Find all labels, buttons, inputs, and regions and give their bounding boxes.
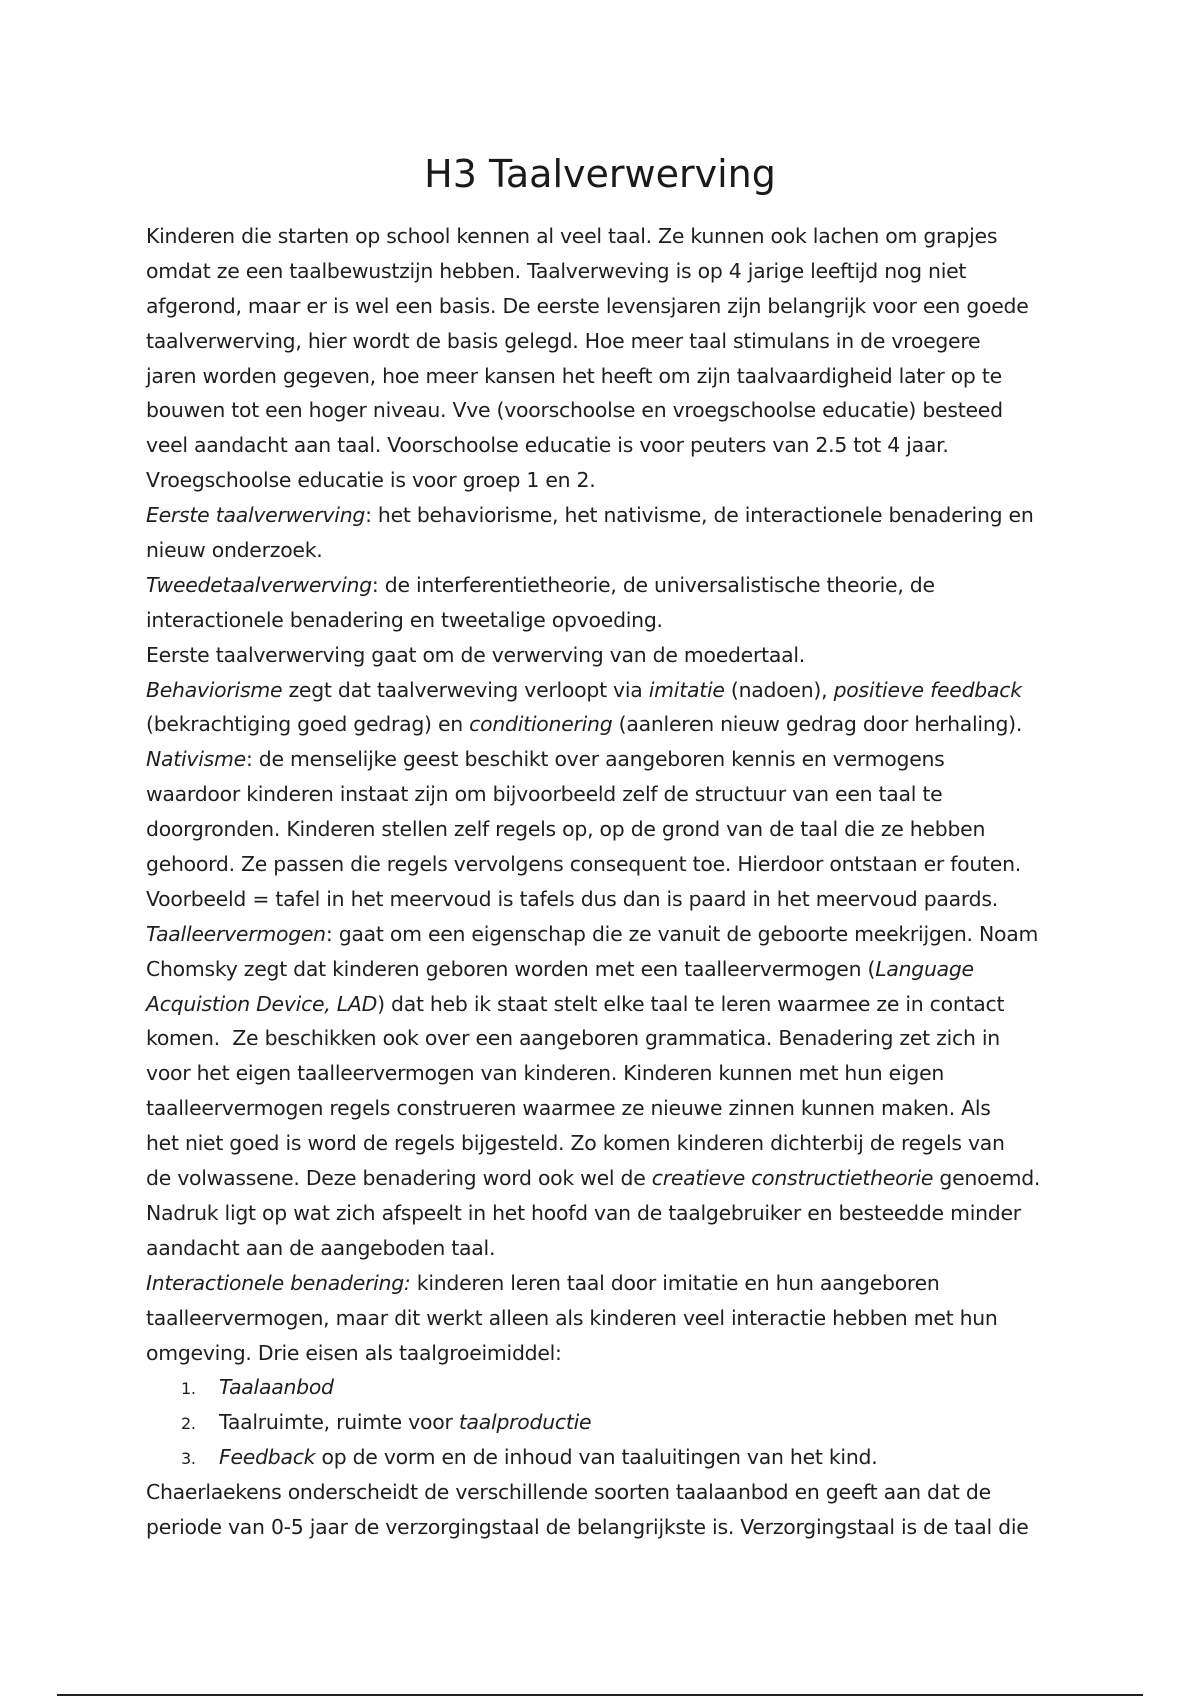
text-line: Vroegschoolse educatie is voor groep 1 en 2.: [146, 468, 596, 493]
text-line: [146, 568, 1066, 603]
text-line: [146, 707, 1066, 742]
text-fragment: : de interferentietheorie, de universalistische theorie, de: [371, 572, 935, 597]
term-creatieve-constructietheorie: creatieve constructietheorie: [651, 1166, 934, 1191]
text-fragment: Taalruimte, ruimte voor: [219, 1410, 459, 1435]
text-fragment: op de vorm en de inhoud van taaluitingen van het kind.: [315, 1445, 878, 1470]
text-line: Voorbeeld = tafel in het meervoud is tafels dus dan is paard in het meervoud paards.: [146, 886, 998, 911]
text-line: taalverwerving, hier wordt de basis gelegd. Hoe meer taal stimulans in de vroegere: [146, 328, 981, 353]
text-fragment: de volwassene. Deze benadering word ook wel de: [146, 1166, 652, 1191]
term-interactionele-benadering: Interactionele benadering:: [146, 1270, 411, 1295]
text-line: aandacht aan de aangeboden taal.: [146, 1235, 496, 1260]
body-text: [146, 219, 1066, 1545]
text-line: Nadruk ligt op wat zich afspeelt in het hoofd van de taalgebruiker en besteedde minder: [146, 1200, 1021, 1225]
term-nativisme: Nativisme: [146, 747, 246, 772]
text-line: [146, 987, 1066, 1022]
text-line: [146, 742, 1066, 777]
text-line: Kinderen die starten op school kennen al veel taal. Ze kunnen ook lachen om grapjes: [146, 224, 998, 248]
list-number: 2.: [181, 1414, 196, 1434]
term-eerste-taalverwerving: Eerste taalverwerving: [146, 503, 366, 528]
text-fragment: : het behaviorisme, het nativisme, de interactionele benadering en: [365, 503, 1034, 528]
list-number: 1.: [181, 1379, 196, 1399]
term-positieve-feedback: positieve feedback: [833, 677, 1022, 702]
term-conditionering: conditionering: [469, 712, 613, 737]
text-fragment: : gaat om een eigenschap die ze vanuit de geboorte meekrijgen. Noam: [325, 921, 1039, 946]
text-line: gehoord. Ze passen die regels vervolgens consequent toe. Hierdoor ontstaan er fouten.: [146, 852, 1022, 877]
text-line: doorgronden. Kinderen stellen zelf regels op, op de grond van de taal die ze hebben: [146, 817, 986, 842]
text-line: nieuw onderzoek.: [146, 538, 323, 563]
text-fragment: (bekrachtiging goed gedrag) en: [146, 712, 470, 737]
text-fragment: kinderen leren taal door imitatie en hun aangeboren: [410, 1270, 940, 1295]
text-line: waardoor kinderen instaat zijn om bijvoorbeeld zelf de structuur van een taal te: [146, 782, 943, 807]
text-fragment: genoemd.: [933, 1166, 1041, 1191]
text-line: periode van 0-5 jaar de verzorgingstaal de belangrijkste is. Verzorgingstaal is de taal die: [146, 1514, 1029, 1539]
text-line: bouwen tot een hoger niveau. Vve (voorschoolse en vroegschoolse educatie) besteed: [146, 398, 1003, 423]
list-item: [146, 1370, 1066, 1405]
term-behaviorisme: Behaviorisme: [146, 677, 283, 702]
text-fragment: : de menselijke geest beschikt over aangeboren kennis en vermogens: [245, 747, 945, 772]
term-language: Language: [875, 956, 974, 981]
term-feedback: Feedback: [219, 1445, 316, 1470]
text-line: jaren worden gegeven, hoe meer kansen het heeft om zijn taalvaardigheid later op te: [146, 363, 1002, 388]
text-line: Eerste taalverwerving gaat om de verwerving van de moedertaal.: [146, 642, 805, 667]
text-line: komen. Ze beschikken ook over een aangeboren grammatica. Benadering zet zich in: [146, 1026, 1000, 1051]
text-line: taalleervermogen, maar dit werkt alleen als kinderen veel interactie hebben met hun: [146, 1305, 998, 1330]
term-imitatie: imitatie: [648, 677, 725, 702]
text-line: interactionele benadering en tweetalige opvoeding.: [146, 607, 663, 632]
footer-divider: [57, 1694, 1143, 1696]
list-item: [146, 1440, 1066, 1475]
text-line: afgerond, maar er is wel een basis. De eerste levensjaren zijn belangrijk voor een goede: [146, 293, 1029, 318]
term-lad: Acquistion Device, LAD: [146, 991, 378, 1016]
text-line: [146, 917, 1066, 952]
term-taalproductie: taalproductie: [458, 1410, 592, 1435]
text-line: het niet goed is word de regels bijgesteld. Zo komen kinderen dichterbij de regels van: [146, 1131, 1005, 1156]
text-line: Chaerlaekens onderscheidt de verschillende soorten taalaanbod en geeft aan dat de: [146, 1480, 991, 1505]
page-title: H3 Taalverwerving: [424, 152, 776, 196]
term-taalleervermogen: Taalleervermogen: [146, 921, 326, 946]
text-fragment: (aanleren nieuw gedrag door herhaling).: [612, 712, 1023, 737]
list-item: [146, 1405, 1066, 1440]
text-line: [146, 1161, 1066, 1196]
text-fragment: ) dat heb ik staat stelt elke taal te leren waarmee ze in contact: [377, 991, 1005, 1016]
text-line: omgeving. Drie eisen als taalgroeimiddel:: [146, 1340, 562, 1365]
text-line: voor het eigen taalleervermogen van kinderen. Kinderen kunnen met hun eigen: [146, 1061, 945, 1086]
term-tweedetaalverwerving: Tweedetaalverwerving: [146, 572, 372, 597]
text-line: veel aandacht aan taal. Voorschoolse educatie is voor peuters van 2.5 tot 4 jaar.: [146, 433, 949, 458]
text-fragment: (nadoen),: [724, 677, 834, 702]
term-taalaanbod: Taalaanbod: [219, 1375, 334, 1400]
text-line: omdat ze een taalbewustzijn hebben. Taalverweving is op 4 jarige leeftijd nog niet: [146, 258, 967, 283]
list-number: 3.: [181, 1449, 196, 1469]
text-line: [146, 673, 1066, 708]
text-fragment: Chomsky zegt dat kinderen geboren worden met een taalleervermogen (: [146, 956, 876, 981]
text-fragment: zegt dat taalverweving verloopt via: [282, 677, 649, 702]
text-line: [146, 1266, 1066, 1301]
text-line: [146, 952, 1066, 987]
text-line: taalleervermogen regels construeren waarmee ze nieuwe zinnen kunnen maken. Als: [146, 1096, 991, 1121]
text-line: [146, 498, 1066, 533]
